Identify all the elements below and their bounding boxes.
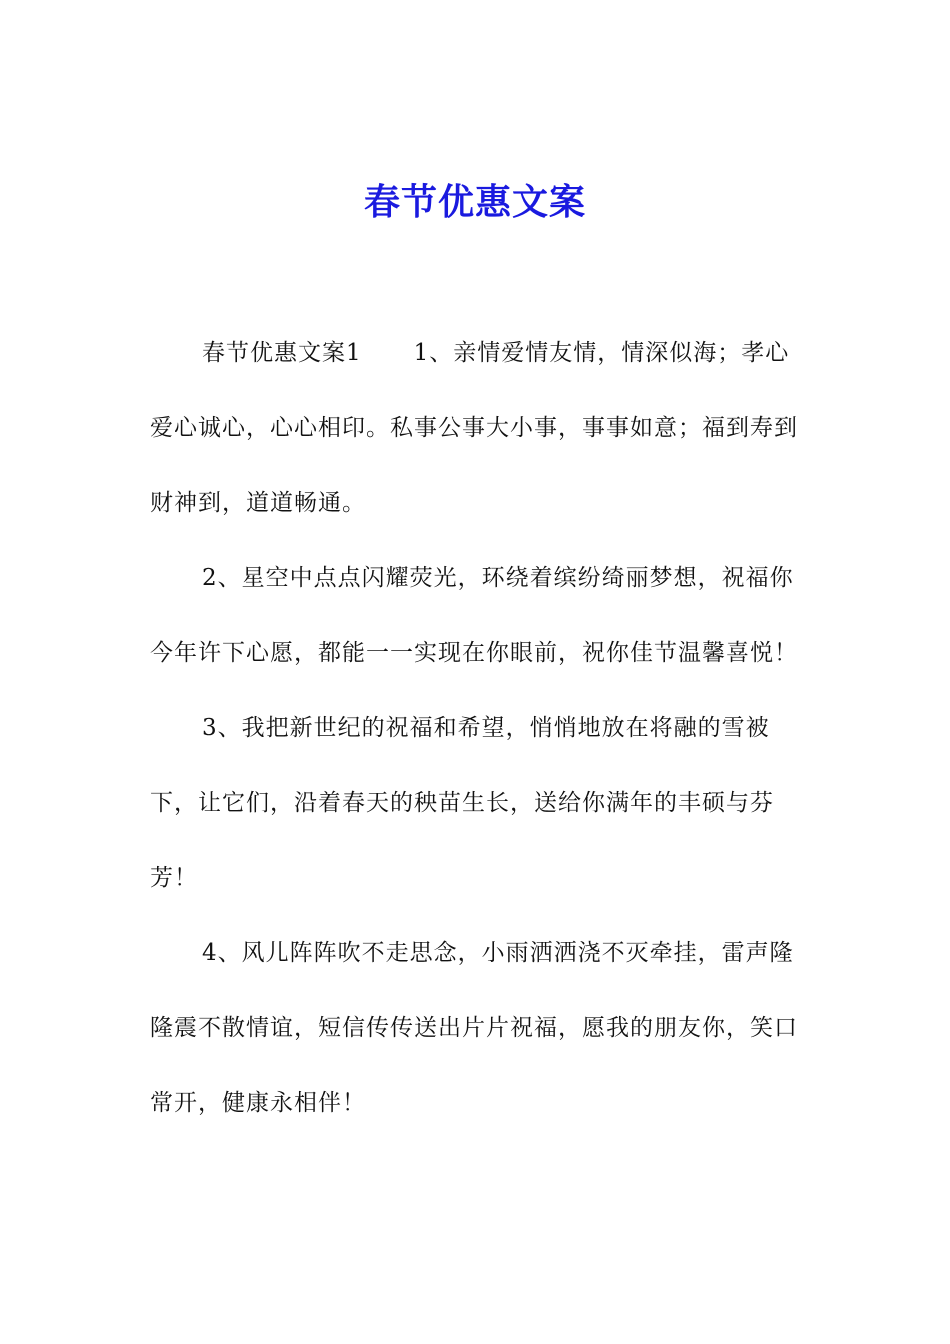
document-title: 春节优惠文案	[363, 181, 586, 223]
paragraph-3: 3、我把新世纪的祝福和希望，悄悄地放在将融的雪被下，让它们，沿着春天的秧苗生长，送给你满年的丰硕与芬芳！	[150, 715, 774, 891]
paragraph-2: 2、星空中点点闪耀荧光，环绕着缤纷绮丽梦想，祝福你今年许下心愿，都能一一实现在你眼前，祝你佳节温馨喜悦！	[150, 565, 798, 666]
paragraph-1-text: 1、亲情爱情友情，情深似海；孝心爱心诚心，心心相印。私事公事大小事，事事如意；福到寿到财神到，道道畅通。	[150, 340, 798, 516]
document-body	[150, 316, 810, 1141]
intro-label: 春节优惠文案1	[202, 340, 362, 366]
paragraph-1	[150, 316, 810, 541]
paragraph-4: 4、风儿阵阵吹不走思念，小雨洒洒浇不灭牵挂，雷声隆隆震不散情谊，短信传传送出片片祝福，愿我的朋友你，笑口常开，健康永相伴！	[150, 940, 798, 1116]
